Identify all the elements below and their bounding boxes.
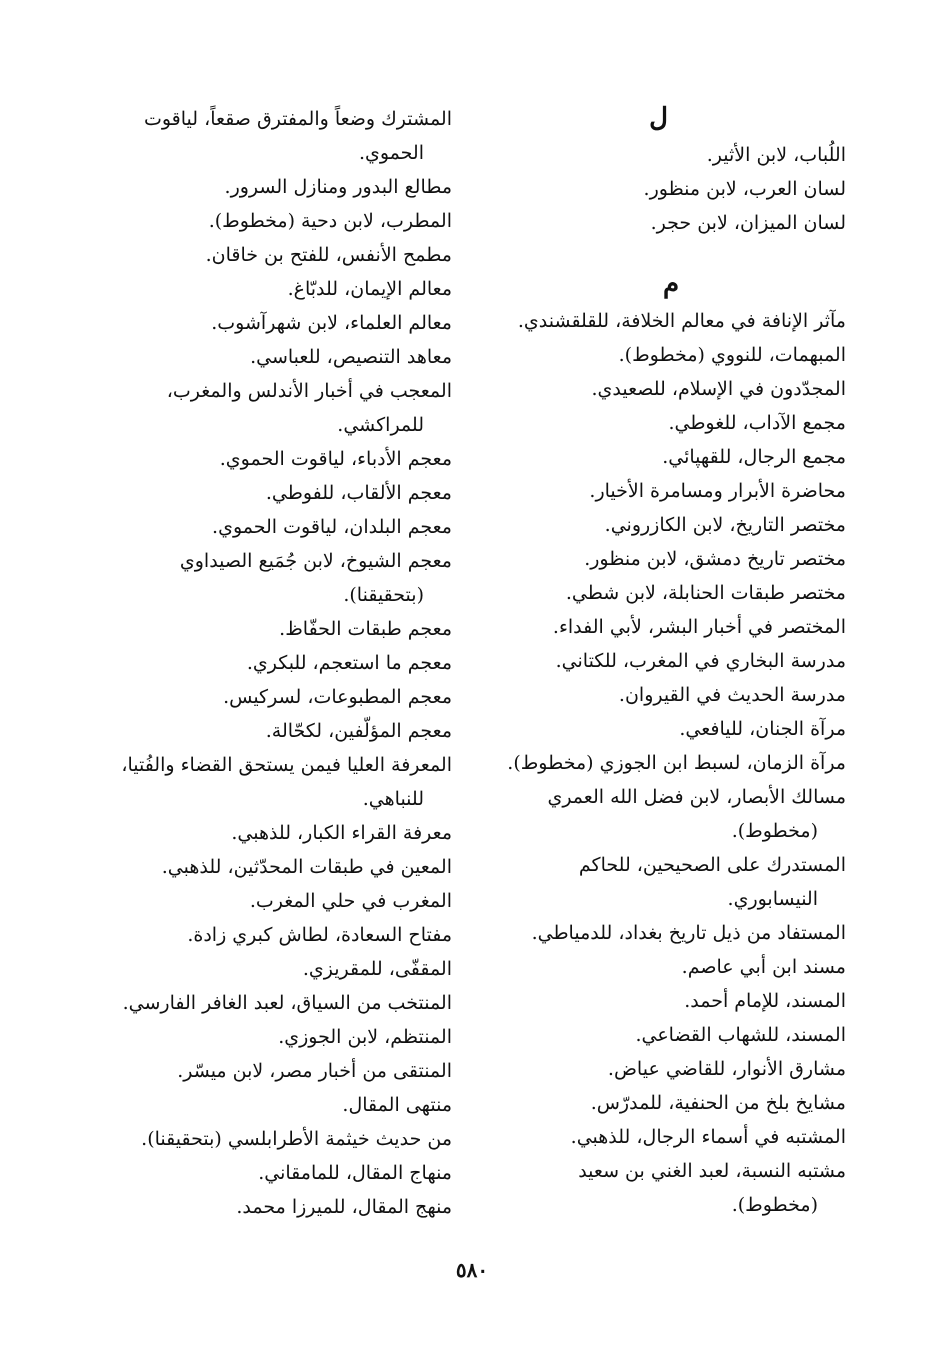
list-item: المستفاد من ذيل تاريخ بغداد، للدمياطي. xyxy=(531,922,846,944)
list-item: معجم ما استعجم، للبكري. xyxy=(246,652,452,674)
list-item: مشايخ بلخ من الحنفية، للمدرّس. xyxy=(590,1092,846,1114)
list-item: المعجب في أخبار الأندلس والمغرب، xyxy=(166,380,452,402)
list-item: منهاج المقال، للمامقاني. xyxy=(258,1162,452,1184)
list-item: مطالع البدور ومنازل السرور. xyxy=(224,176,452,198)
section-letter-mim: م xyxy=(662,269,680,299)
list-item: المستدرك على الصحيحين، للحاكم xyxy=(578,854,846,876)
list-item: معجم الأدباء، لياقوت الحموي. xyxy=(219,448,452,470)
list-item: معالم الإيمان، للدبّاغ. xyxy=(287,278,452,300)
list-item-continuation: الحموي. xyxy=(358,142,424,164)
list-item: مرآة الجنان، لليافعي. xyxy=(679,718,846,740)
list-item: معاهد التنصيص، للعباسي. xyxy=(250,346,452,368)
list-item: مجمع الرجال، للقهپائي. xyxy=(662,446,846,468)
list-item: المغرب في حلي المغرب. xyxy=(249,890,452,912)
list-item-continuation: (مخطوط). xyxy=(731,820,818,842)
list-item-continuation: للنباهي. xyxy=(362,788,424,810)
list-item: مدرسة البخاري في المغرب، للكتاني. xyxy=(555,650,846,672)
list-item: المنتخب من السياق، لعبد الغافر الفارسي. xyxy=(122,992,452,1014)
right-column xyxy=(496,102,846,1222)
list-item: المشترك وضعاً والمفترق صقعاً، لياقوت xyxy=(143,108,452,130)
list-item: لسان الميزان، لابن حجر. xyxy=(650,212,846,234)
list-item: مفتاح السعادة، لطاش كبري زادة. xyxy=(187,924,452,946)
left-column xyxy=(102,102,452,1224)
list-item: معالم العلماء، لابن شهرآشوب. xyxy=(211,312,452,334)
list-item-continuation: (مخطوط). xyxy=(731,1194,818,1216)
list-item: لسان العرب، لابن منظور. xyxy=(643,178,846,200)
section-letter-lam: ل xyxy=(649,103,668,133)
list-item: مشارق الأنوار، للقاضي عياض. xyxy=(607,1058,846,1080)
list-item: المنتظم، لابن الجوزي. xyxy=(278,1026,452,1048)
list-item: مرآة الزمان، لسبط ابن الجوزي (مخطوط). xyxy=(507,752,846,774)
list-item: معجم البلدان، لياقوت الحموي. xyxy=(212,516,452,538)
list-item: مدرسة الحديث في القيروان. xyxy=(618,684,846,706)
list-item: معجم الألقاب، للفوطي. xyxy=(265,482,452,504)
list-item: المعين في طبقات المحدّثين، للذهبي. xyxy=(161,856,452,878)
list-item: المسند، للشهاب القضاعي. xyxy=(635,1024,846,1046)
list-item: معجم المطبوعات، لسركيس. xyxy=(223,686,452,708)
list-item: معجم الشيوخ، لابن جُمَيع الصيداوي xyxy=(179,550,452,572)
list-item-continuation: (بتحقيقنا). xyxy=(343,584,424,606)
list-item-continuation: النيسابوري. xyxy=(727,888,818,910)
list-item: اللُباب، لابن الأثير. xyxy=(706,144,846,166)
list-item: مختصر طبقات الحنابلة، لابن شطي. xyxy=(565,582,846,604)
list-item: المسند، للإمام أحمد. xyxy=(684,990,846,1012)
list-item: المجدّدون في الإسلام، للصعيدي. xyxy=(591,378,846,400)
page-number: ٥٨٠ xyxy=(455,1258,489,1282)
list-item: مشتبه النسبة، لعبد الغني بن سعيد xyxy=(578,1160,846,1182)
list-item: مسند ابن أبي عاصم. xyxy=(681,956,846,978)
list-item: معجم طبقات الحفّاظ. xyxy=(279,618,452,640)
list-item: معجم المؤلّفين، لكحّالة. xyxy=(265,720,452,742)
list-item: مسالك الأبصار، لابن فضل الله العمري xyxy=(547,786,846,808)
list-item: المقفّى، للمقريزي. xyxy=(302,958,452,980)
list-item: منتهى المقال. xyxy=(342,1094,452,1116)
list-item: المنتقى من أخبار مصر، لابن ميسّر. xyxy=(177,1060,452,1082)
list-item: مجمع الآداب، للغوطي. xyxy=(668,412,846,434)
list-item: المختصر في أخبار البشر، لأبي الفداء. xyxy=(552,616,846,638)
list-item: من حديث خيثمة الأطرابلسي (بتحقيقنا). xyxy=(141,1128,452,1150)
list-item: مختصر تاريخ دمشق، لابن منظور. xyxy=(584,548,846,570)
list-item: المبهمات، للنووي (مخطوط). xyxy=(618,344,846,366)
list-item: منهج المقال، للميرزا محمد. xyxy=(236,1196,452,1218)
list-item-continuation: للمراكشي. xyxy=(337,414,424,436)
list-item: المشتبه في أسماء الرجال، للذهبي. xyxy=(570,1126,846,1148)
list-item: محاضرة الأبرار ومسامرة الأخيار. xyxy=(589,480,846,502)
list-item: مآثر الإنافة في معالم الخلافة، للقلقشندي. xyxy=(517,310,846,332)
list-item: المطرب، لابن دحية (مخطوط). xyxy=(208,210,452,232)
list-item: المعرفة العليا فيمن يستحق القضاء والفُتيا، xyxy=(121,754,452,776)
list-item: مختصر التاريخ، لابن الكازروني. xyxy=(604,514,846,536)
list-item: مطمح الأنفس، للفتح بن خاقان. xyxy=(205,244,452,266)
list-item: معرفة القراء الكبار، للذهبي. xyxy=(231,822,452,844)
